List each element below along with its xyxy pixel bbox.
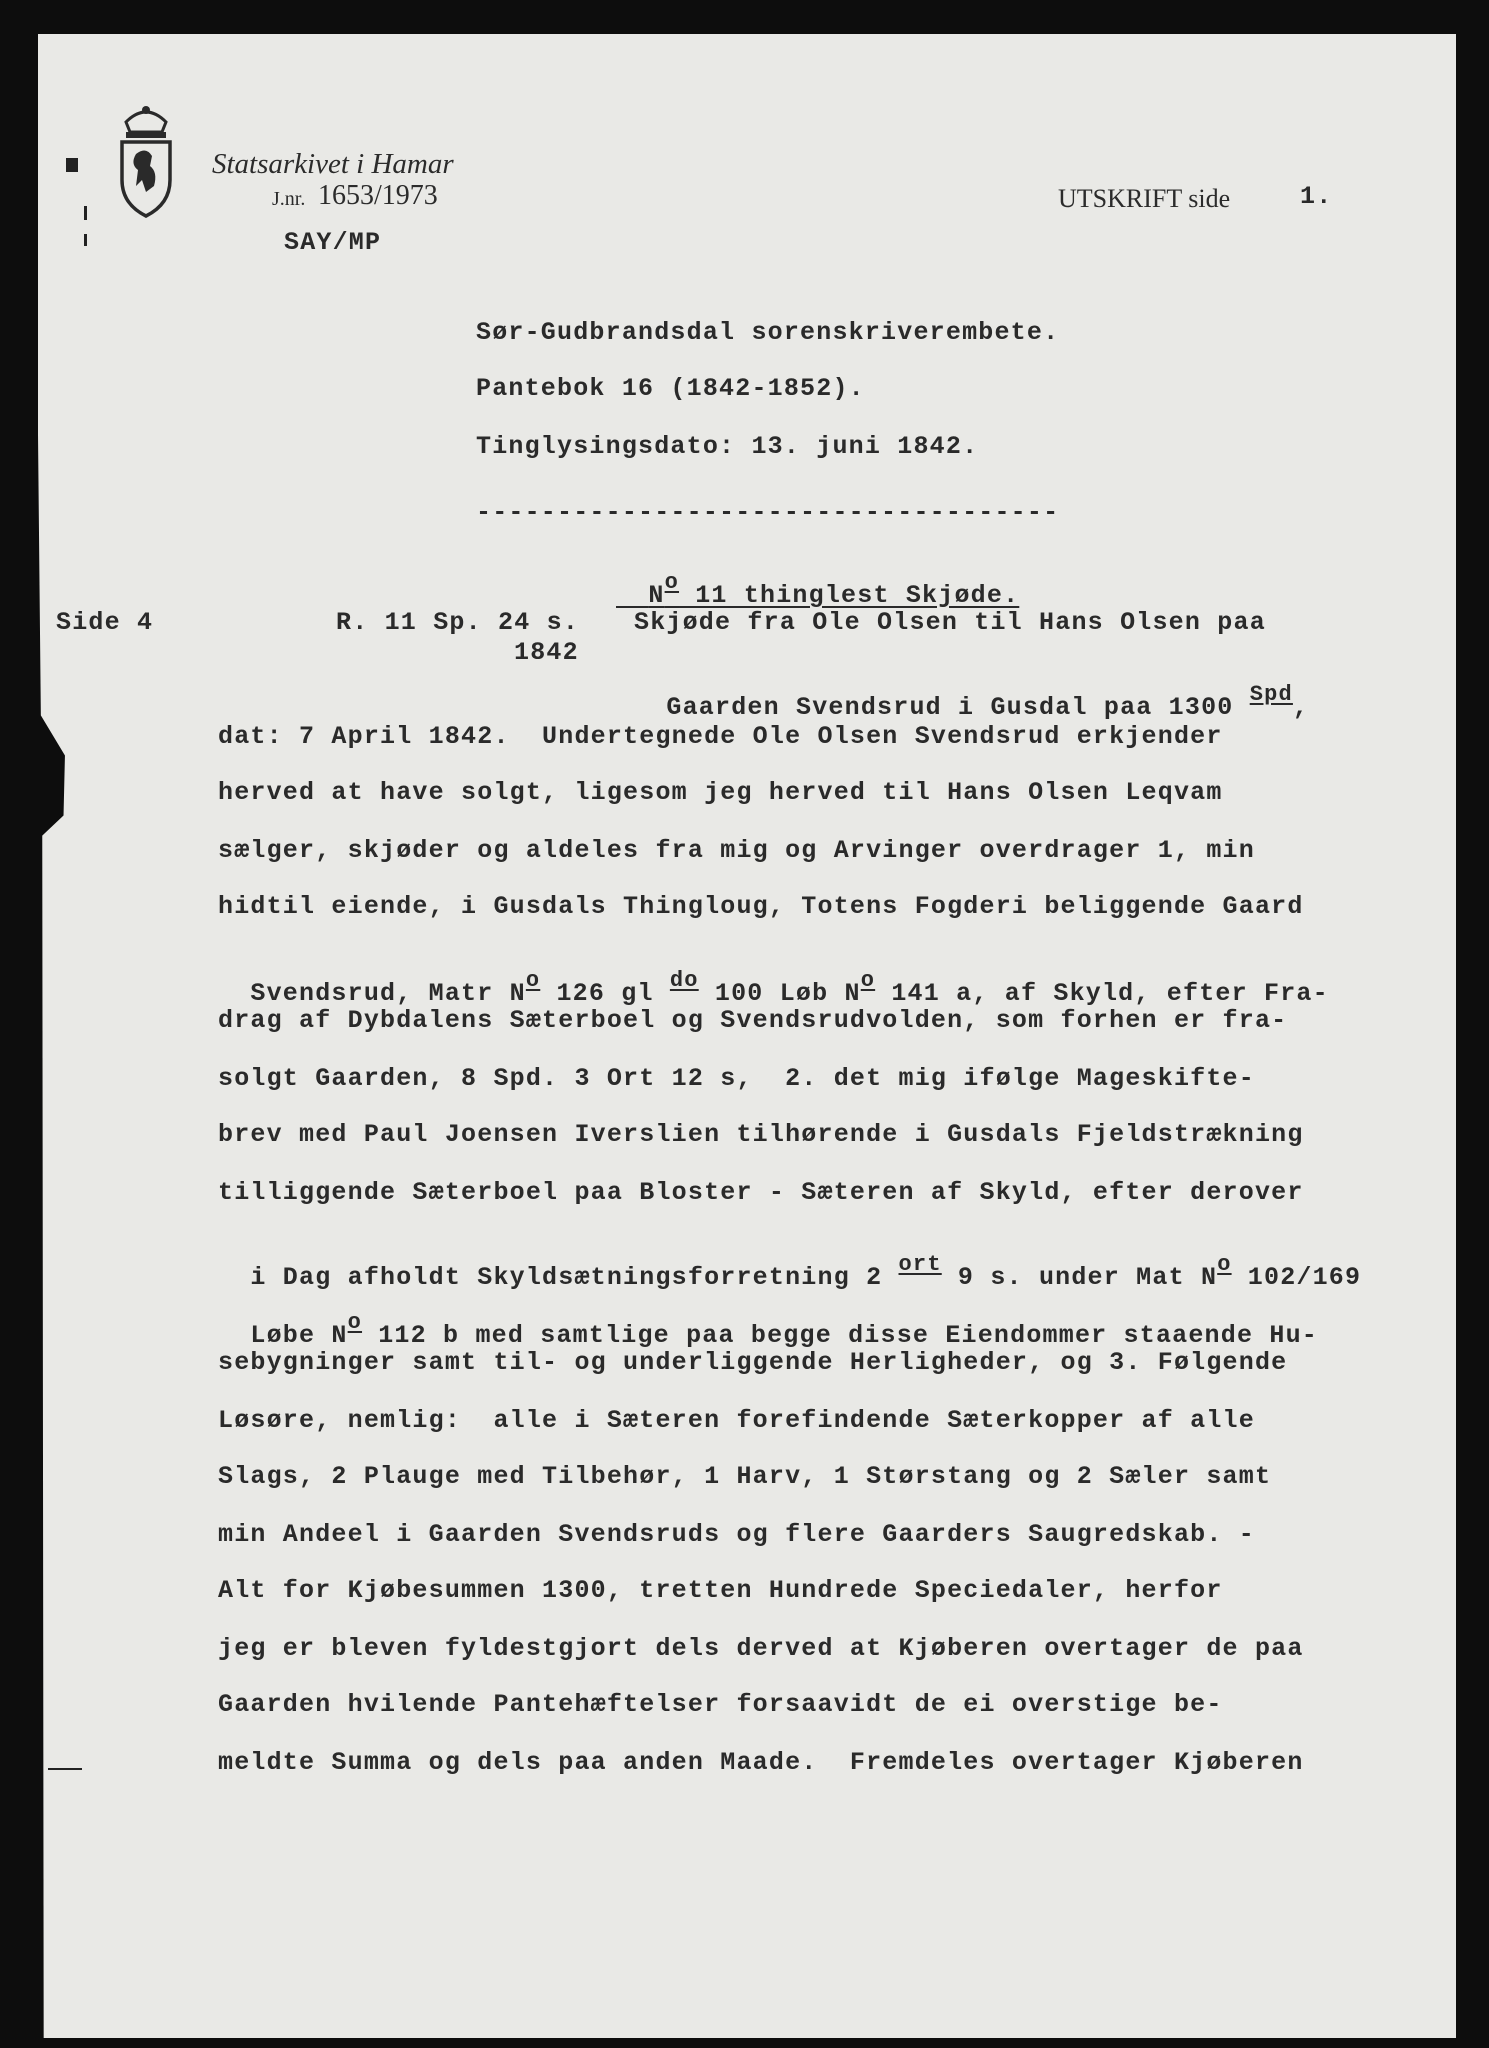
margin-dash [48,1768,82,1770]
summary-text: Gaarden Svendsrud i Gusdal paa 1300 [666,693,1250,722]
mortgage-book: Pantebok 16 (1842-1852). [476,374,865,403]
coat-of-arms-logo [112,100,180,220]
body-line: Løsøre, nemlig: alle i Sæteren forefindende Sæterkopper af alle [218,1406,1255,1435]
number-mark: N [648,581,665,610]
summary-end: , [1292,693,1310,722]
superscript: do [669,968,699,993]
text-run: 126 gl [540,979,670,1008]
utskrift-label: UTSKRIFT side [1058,184,1231,213]
separator-rule: ------------------------------------ [476,498,1060,527]
body-line: solgt Gaarden, 8 Spd. 3 Ort 12 s, 2. det mig ifølge Mageskifte- [218,1064,1255,1093]
body-line: drag af Dybdalens Sæterboel og Svendsrudvolden, som forhen er fra- [218,1006,1288,1035]
superscript: o [525,968,541,993]
body-line: Slags, 2 Plauge med Tilbehør, 1 Harv, 1 Størstang og 2 Sæler samt [218,1462,1272,1491]
body-line: min Andeel i Gaarden Svendsruds og flere Gaarders Saugredskab. - [218,1520,1255,1549]
body-line: hidtil eiende, i Gusdals Thingloug, Totens Fogderi beliggende Gaard [218,892,1304,921]
currency-unit: Spd [1249,682,1293,707]
body-line: dat: 7 April 1842. Undertegnede Ole Olsen Svendsrud erkjender [218,722,1223,751]
punch-mark [84,234,87,246]
body-line [218,1234,1361,1292]
text-run: 102/169 [1231,1263,1362,1292]
text-run: Løbe N [250,1321,348,1350]
body-line: Alt for Kjøbesummen 1300, tretten Hundrede Speciedaler, herfor [218,1576,1223,1605]
superscript: o [1217,1252,1232,1277]
page-number: 1. [1300,182,1333,211]
summary-line-2 [634,664,1309,722]
journal-number: 1653/1973 [318,180,438,211]
text-run: 141 a, af Skyld, efter Fra- [875,979,1329,1008]
text-run: 112 b med samtlige paa begge disse Eiendommer staaende Hu- [362,1321,1318,1350]
punch-mark [84,206,87,220]
body-line: tilliggende Sæterboel paa Bloster - Sæteren af Skyld, efter derover [218,1178,1304,1207]
body-line [218,1292,1318,1350]
entry-heading [616,552,1019,610]
punch-mark [66,158,78,172]
summary-line-1: Skjøde fra Ole Olsen til Hans Olsen paa [634,608,1266,637]
heading-text: 11 thinglest Skjøde. [679,581,1020,610]
body-line: sælger, skjøder og aldeles fra mig og Arvinger overdrager 1, min [218,836,1255,865]
initials: SAY/MP [284,228,382,257]
body-line: jeg er bleven fyldestgjort dels derved at Kjøberen overtager de paa [218,1634,1304,1663]
text-run: 100 Løb N [698,979,861,1008]
body-line: brev med Paul Joensen Iverslien tilhørende i Gusdals Fjeldstrækning [218,1120,1304,1149]
superscript: ort [898,1252,942,1277]
entry-year: 1842 [514,638,579,667]
superscript: o [860,968,876,993]
body-line: Gaarden hvilende Pantehæftelser forsaavidt de ei overstige be- [218,1690,1223,1719]
body-line: herved at have solgt, ligesom jeg herved til Hans Olsen Leqvam [218,778,1223,807]
number-mark-superscript: o [664,570,680,595]
side-reference: Side 4 [56,608,154,637]
text-run: Svendsrud, Matr N [250,979,526,1008]
office-title: Sør-Gudbrandsdal sorenskriverembete. [476,318,1060,347]
text-run: i Dag afholdt Skyldsætningsforretning 2 [250,1263,899,1292]
body-line: sebygninger samt til- og underliggende Herligheder, og 3. Følgende [218,1348,1288,1377]
text-run: 9 s. under Mat N [941,1263,1218,1292]
body-line: meldte Summa og dels paa anden Maade. Fremdeles overtager Kjøberen [218,1748,1304,1777]
body-line [218,950,1329,1008]
journal-number-label: J.nr. [272,188,306,210]
superscript: o [347,1310,363,1335]
archive-name: Statsarkivet i Hamar [212,148,454,180]
register-reference: R. 11 Sp. 24 s. [336,608,580,637]
registration-date: Tinglysingsdato: 13. juni 1842. [476,432,979,461]
